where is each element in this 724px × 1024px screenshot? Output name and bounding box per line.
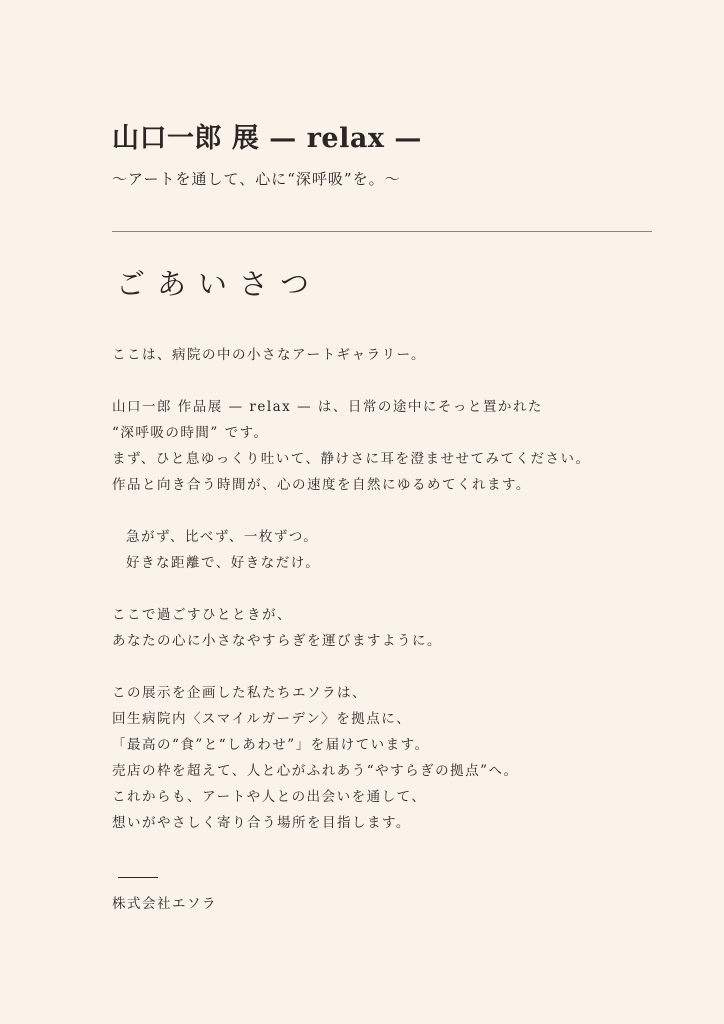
greeting-paragraph xyxy=(112,394,592,498)
greeting-paragraph xyxy=(112,342,592,368)
signature-divider xyxy=(118,877,158,878)
greeting-line: 作品と向き合う時間が、心の速度を自然にゆるめてくれます。 xyxy=(112,477,531,493)
greeting-line: まず、ひと息ゆっくり吐いて、静けさに耳を澄ませせてみてください。 xyxy=(112,451,591,467)
greeting-line: あなたの心に小さなやすらぎを運びますように。 xyxy=(112,633,442,649)
greeting-line: 「最高の“食”と“しあわせ”」を届けています。 xyxy=(112,737,430,753)
exhibition-subtitle: 〜アートを通して、心に“深呼吸”を。〜 xyxy=(112,170,401,188)
greeting-paragraph xyxy=(112,602,592,654)
greeting-paragraph xyxy=(112,680,592,836)
greeting-line: 売店の枠を超えて、人と心がふれあう“やすらぎの拠点”へ。 xyxy=(112,763,519,779)
greeting-line: 好きな距離で、好きなだけ。 xyxy=(126,555,321,571)
greeting-paragraph xyxy=(112,524,592,576)
greeting-line: “深呼吸の時間” です。 xyxy=(112,425,269,441)
greeting-line: 急がず、比べず、一枚ずつ。 xyxy=(126,529,319,545)
greeting-body xyxy=(112,342,592,862)
header-divider xyxy=(112,231,652,232)
company-signature: 株式会社エソラ xyxy=(112,896,217,912)
greeting-heading: ごあいさつ xyxy=(116,267,322,301)
greeting-line: 回生病院内〈スマイルガーデン〉を拠点に、 xyxy=(112,711,412,727)
greeting-line: これからも、アートや人との出会いを通して、 xyxy=(112,789,427,805)
greeting-line: この展示を企画した私たちエソラは、 xyxy=(112,685,367,701)
greeting-line: ここは、病院の中の小さなアートギャラリー。 xyxy=(112,347,427,363)
greeting-line: 想いがやさしく寄り合う場所を目指します。 xyxy=(112,815,411,831)
greeting-line: ここで過ごすひとときが、 xyxy=(112,607,292,623)
exhibition-title: 山口一郎 展 — relax — xyxy=(112,123,422,154)
greeting-line: 山口一郎 作品展 — relax — は、日常の途中にそっと置かれた xyxy=(112,399,543,415)
